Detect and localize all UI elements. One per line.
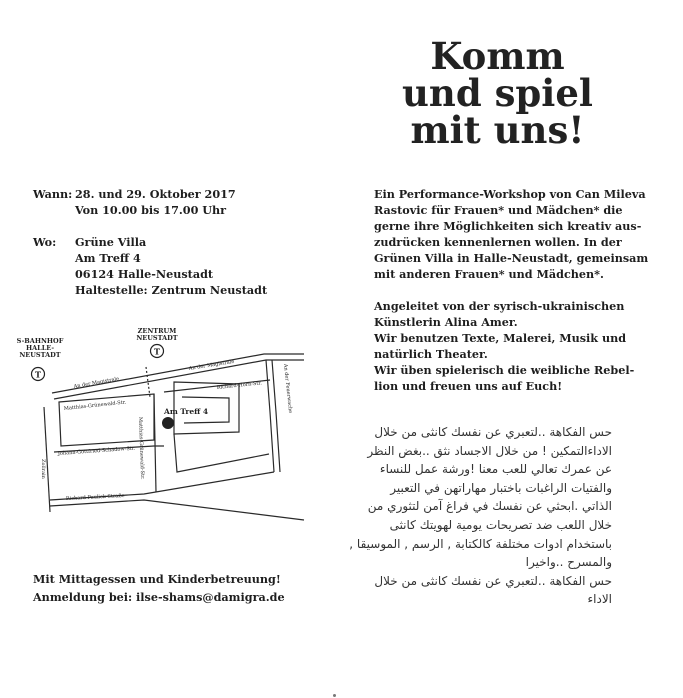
- arabic-line: باستخدام ادوات مختلفة كالكتابة , الرسم , الموسيقا ,: [349, 536, 612, 551]
- arabic-line: حس الفكاهة ..لتعبري عن نفسك كانثى من خلال: [374, 425, 612, 439]
- street-label: Richard-Paulick-Straße: [65, 492, 125, 502]
- where-venue: Grüne Villa: [75, 235, 147, 249]
- arabic-line: الاداء: [587, 592, 612, 607]
- stop-left-label: S-BAHNHOF: [16, 337, 64, 345]
- where-stop: Haltestelle: Zentrum Neustadt: [75, 283, 268, 297]
- stop-center-label: NEUSTADT: [136, 334, 178, 342]
- description-line: lion und freuen uns auf Euch!: [374, 379, 563, 393]
- arabic-line: الذاتي .ابحثي عن نفسك في فراغ آمن لتثوري من: [367, 499, 612, 514]
- description-paragraph-2: [374, 298, 644, 394]
- street-label: An der Magistrale: [188, 358, 235, 372]
- footer-registration: Anmeldung bei: ilse-shams@damigra.de: [33, 590, 285, 604]
- arabic-line: والفتيات الراغبات باختبار مهاراتهن في التعبير: [390, 480, 612, 495]
- arabic-line: الاداءالتمكين ! من خلال الاجساد نثق ..بغض النظر: [367, 443, 612, 458]
- road-gruenewald-vertical: [154, 394, 156, 492]
- arabic-text: [349, 423, 612, 609]
- headline-line-1: Komm: [430, 34, 565, 78]
- venue-marker-icon: [162, 417, 174, 429]
- when-date: 28. und 29. Oktober 2017: [75, 187, 236, 201]
- footer: [33, 570, 285, 606]
- where-label: Wo:: [33, 235, 57, 249]
- headline-line-2: und spiel: [402, 71, 593, 115]
- description-line: Wir üben spielerisch die weibliche Rebel-: [374, 363, 635, 377]
- street-label: Richard-Horn-Str.: [216, 380, 263, 391]
- street-label: Matthias-Grünewald-Str.: [137, 416, 146, 480]
- description-line: natürlich Theater.: [374, 347, 488, 361]
- stop-center-label: ZENTRUM: [137, 327, 177, 335]
- description-line: Angeleitet von der syrisch-ukrainischen: [374, 299, 625, 313]
- stop-left-label: NEUSTADT: [19, 351, 61, 359]
- when-label: Wann:: [33, 187, 73, 201]
- arabic-line: والمسرح ..واخيرا: [525, 555, 612, 570]
- location-map: [14, 322, 314, 522]
- arabic-line: عن عمرك تعالي للعب معنا !ورشة عمل للنساء: [379, 462, 612, 477]
- when-time: Von 10.00 bis 17.00 Uhr: [75, 203, 227, 217]
- headline-line-3: mit uns!: [410, 108, 585, 152]
- description-line: Künstlerin Alina Amer.: [374, 315, 518, 329]
- where-street: Am Treff 4: [75, 251, 141, 265]
- street-label: An der Feuerwache: [282, 363, 294, 414]
- description-line: Grünen Villa in Halle-Neustadt, gemeinsam: [374, 251, 649, 265]
- street-label: Matthias-Grünewald-Str.: [63, 399, 127, 412]
- arabic-line: خلال اللعب ضد تصريحات يومية لهويتك كانثى: [389, 517, 612, 532]
- footer-lunch: Mit Mittagessen und Kinderbetreuung!: [33, 572, 281, 586]
- venue-label: Am Treff 4: [164, 407, 209, 416]
- page-marker: [333, 694, 336, 697]
- stop-left-label: HALLE-: [25, 344, 55, 352]
- description-line: zudrücken kennenlernen wollen. In der: [374, 235, 622, 249]
- description-line: gerne ihre Möglichkeiten sich kreativ aus-: [374, 219, 642, 233]
- description-line: Ein Performance-Workshop von Can Mileva: [374, 187, 646, 201]
- description-paragraph-1: [374, 186, 649, 282]
- description-line: Rastovic für Frauen* und Mädchen* die: [374, 203, 623, 217]
- headline: [390, 34, 605, 152]
- tram-stop-center-symbol: T: [154, 346, 160, 357]
- description-line: mit anderen Frauen* und Mädchen*.: [374, 267, 604, 281]
- street-label: Zollrain: [40, 459, 46, 479]
- where-city: 06124 Halle-Neustadt: [75, 267, 214, 281]
- when-block: [33, 186, 236, 218]
- street-label: Johann-Gottfried-Schadow-Str.: [57, 445, 136, 457]
- arabic-line: حس الفكاهة ..لتعبري عن نفسك كانثى من خلال: [374, 573, 612, 588]
- street-label: An der Magistrale: [73, 376, 120, 390]
- where-block: [33, 234, 267, 298]
- tram-stop-left-symbol: T: [35, 369, 41, 380]
- description-line: Wir benutzen Texte, Malerei, Musik und: [374, 331, 627, 345]
